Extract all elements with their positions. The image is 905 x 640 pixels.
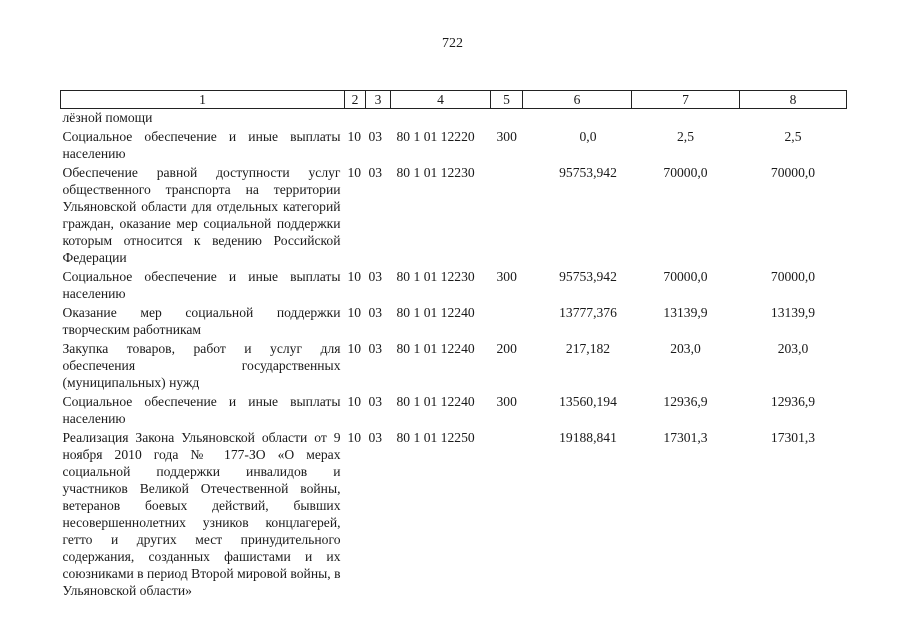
row-value-6: 95753,942 xyxy=(559,165,617,180)
column-header: 2 xyxy=(345,91,366,109)
row-code: 80 1 01 12250 xyxy=(396,430,475,445)
row-value-6: 0,0 xyxy=(579,129,597,144)
row-value-7: 203,0 xyxy=(670,341,701,356)
row-value-7: 17301,3 xyxy=(663,430,708,445)
row-name: Социальное обеспечение и иные выплаты населению xyxy=(62,394,341,426)
row-section: 10 xyxy=(347,269,362,284)
row-value-8: 203,0 xyxy=(777,341,809,356)
row-name: Обеспечение равной доступности услуг общественного транспорта на территории Ульяновской области для отдельных категорий граждан, оказание мер социальной поддержки которым относится к ведению Российской Федерации xyxy=(62,165,341,265)
row-section: 10 xyxy=(347,430,362,445)
page-number: 722 xyxy=(442,36,463,51)
row-value-6: 19188,841 xyxy=(559,430,617,445)
row-value-8: 70000,0 xyxy=(770,269,816,284)
row-type: 200 xyxy=(496,341,517,356)
row-value-7: 12936,9 xyxy=(663,394,708,409)
table-row xyxy=(61,429,847,601)
column-header: 8 xyxy=(740,91,847,109)
row-value-7: 13139,9 xyxy=(663,305,708,320)
row-type: 300 xyxy=(496,129,517,144)
table-row xyxy=(61,164,847,268)
row-subsection: 03 xyxy=(368,305,383,320)
row-value-8: 2,5 xyxy=(784,129,802,144)
table-row xyxy=(61,268,847,304)
row-name: Оказание мер социальной поддержки творческим работникам xyxy=(62,305,341,337)
row-section: 10 xyxy=(347,305,362,320)
row-section: 10 xyxy=(347,394,362,409)
row-section: 10 xyxy=(347,165,362,180)
table-row xyxy=(61,340,847,393)
table-row xyxy=(61,128,847,164)
budget-table xyxy=(60,90,847,601)
header-row xyxy=(61,91,847,109)
row-value-7: 2,5 xyxy=(677,129,694,144)
column-header: 5 xyxy=(491,91,523,109)
continuation-row xyxy=(61,109,847,129)
table-row xyxy=(61,304,847,340)
row-value-6: 13560,194 xyxy=(559,394,617,409)
row-type xyxy=(491,304,523,340)
row-code: 80 1 01 12220 xyxy=(396,129,475,144)
row-section: 10 xyxy=(347,129,362,144)
row-value-8: 70000,0 xyxy=(770,165,816,180)
row-subsection: 03 xyxy=(368,341,383,356)
column-header: 7 xyxy=(632,91,740,109)
column-header: 6 xyxy=(523,91,632,109)
row-value-7: 70000,0 xyxy=(663,165,708,180)
row-code: 80 1 01 12230 xyxy=(396,165,475,180)
row-subsection: 03 xyxy=(368,430,383,445)
table-row xyxy=(61,393,847,429)
row-subsection: 03 xyxy=(368,129,383,144)
row-name: Реализация Закона Ульяновской области от 9 ноября 2010 года № 177-ЗО «О мерах социальной поддержки инвалидов и участников Великой Отечественной войны, ветеранов боевых действий, бывших несовершеннолетних узников концлагерей, гетто и других мест принудительного содержания, созданных фашистами и их союзниками в период Второй мировой войны, в Ульяновской области» xyxy=(62,430,341,598)
continuation-text: лёзной помощи xyxy=(62,110,153,125)
row-code: 80 1 01 12240 xyxy=(396,394,475,409)
row-code: 80 1 01 12240 xyxy=(396,341,475,356)
row-value-8: 17301,3 xyxy=(770,430,816,445)
row-value-7: 70000,0 xyxy=(663,269,708,284)
row-name: Закупка товаров, работ и услуг для обеспечения государственных (муниципальных) нужд xyxy=(62,341,341,390)
row-name: Социальное обеспечение и иные выплаты населению xyxy=(62,129,341,161)
column-header: 1 xyxy=(61,91,345,109)
row-code: 80 1 01 12230 xyxy=(396,269,475,284)
row-subsection: 03 xyxy=(368,394,383,409)
column-header: 3 xyxy=(366,91,391,109)
column-header: 4 xyxy=(391,91,491,109)
row-type: 300 xyxy=(496,394,517,409)
row-value-6: 217,182 xyxy=(565,341,611,356)
row-section: 10 xyxy=(347,341,362,356)
row-code: 80 1 01 12240 xyxy=(396,305,475,320)
row-value-8: 12936,9 xyxy=(770,394,816,409)
row-type: 300 xyxy=(496,269,517,284)
row-value-6: 13777,376 xyxy=(559,305,617,320)
row-name: Социальное обеспечение и иные выплаты населению xyxy=(62,269,341,301)
row-subsection: 03 xyxy=(368,269,383,284)
row-type xyxy=(491,429,523,601)
row-subsection: 03 xyxy=(368,165,383,180)
row-type xyxy=(491,164,523,268)
row-value-8: 13139,9 xyxy=(770,305,816,320)
row-value-6: 95753,942 xyxy=(559,269,617,284)
